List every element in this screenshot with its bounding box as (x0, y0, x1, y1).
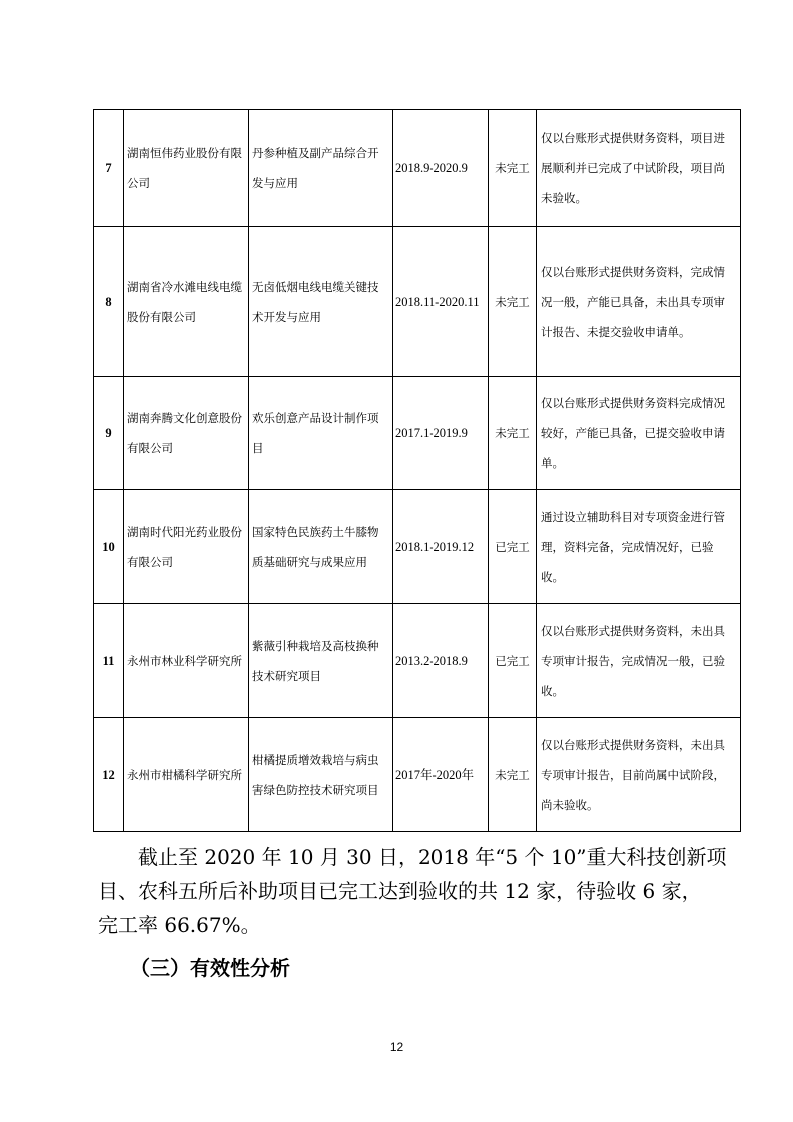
project-period: 2018.1-2019.12 (393, 490, 489, 604)
project-period: 2018.9-2020.9 (393, 110, 489, 227)
unit-name: 永州市林业科学研究所 (124, 604, 249, 718)
table-row (94, 490, 741, 604)
table-row (94, 377, 741, 490)
section-heading: （三）有效性分析 (130, 956, 290, 980)
table-row (94, 227, 741, 377)
table-row (94, 110, 741, 227)
row-number: 10 (94, 490, 124, 604)
completion-status: 已完工 (489, 490, 537, 604)
project-period: 2017.1-2019.9 (393, 377, 489, 490)
remark: 通过设立辅助科目对专项资金进行管理，资料完备，完成情况好，已验收。 (537, 490, 741, 604)
completion-status: 未完工 (489, 110, 537, 227)
project-name: 欢乐创意产品设计制作项目 (249, 377, 393, 490)
paragraph-line: 完工率 66.67%。 (98, 913, 261, 937)
remark: 仅以台账形式提供财务资料，未出具专项审计报告，完成情况一般，已验收。 (537, 604, 741, 718)
project-name: 紫薇引种栽培及高枝换种技术研究项目 (249, 604, 393, 718)
unit-name: 湖南恒伟药业股份有限公司 (124, 110, 249, 227)
page-number: 12 (389, 1040, 404, 1054)
project-name: 国家特色民族药土牛膝物质基础研究与成果应用 (249, 490, 393, 604)
remark: 仅以台账形式提供财务资料，完成情况一般，产能已具备，未出具专项审计报告、未提交验收申请单。 (537, 227, 741, 377)
project-name: 柑橘提质增效栽培与病虫害绿色防控技术研究项目 (249, 718, 393, 832)
row-number: 7 (94, 110, 124, 227)
table-row (94, 718, 741, 832)
project-period: 2017年-2020年 (393, 718, 489, 832)
project-period: 2013.2-2018.9 (393, 604, 489, 718)
project-table (93, 109, 741, 832)
completion-status: 未完工 (489, 377, 537, 490)
summary-paragraph (98, 840, 748, 942)
project-name: 丹参种植及副产品综合开发与应用 (249, 110, 393, 227)
paragraph-line: 目、农科五所后补助项目已完工达到验收的共 12 家，待验收 6 家， (98, 879, 702, 903)
unit-name: 湖南时代阳光药业股份有限公司 (124, 490, 249, 604)
row-number: 12 (94, 718, 124, 832)
completion-status: 未完工 (489, 718, 537, 832)
paragraph-line: 截止至 2020 年 10 月 30 日，2018 年“5 个 10”重大科技创新项 (138, 845, 727, 869)
table-row (94, 604, 741, 718)
unit-name: 湖南省冷水滩电线电缆股份有限公司 (124, 227, 249, 377)
completion-status: 未完工 (489, 227, 537, 377)
row-number: 11 (94, 604, 124, 718)
remark: 仅以台账形式提供财务资料完成情况较好，产能已具备，已提交验收申请单。 (537, 377, 741, 490)
unit-name: 湖南奔腾文化创意股份有限公司 (124, 377, 249, 490)
project-period: 2018.11-2020.11 (393, 227, 489, 377)
completion-status: 已完工 (489, 604, 537, 718)
remark: 仅以台账形式提供财务资料，未出具专项审计报告，目前尚属中试阶段，尚未验收。 (537, 718, 741, 832)
row-number: 9 (94, 377, 124, 490)
remark: 仅以台账形式提供财务资料，项目进展顺利并已完成了中试阶段，项目尚未验收。 (537, 110, 741, 227)
unit-name: 永州市柑橘科学研究所 (124, 718, 249, 832)
project-name: 无卤低烟电线电缆关键技术开发与应用 (249, 227, 393, 377)
row-number: 8 (94, 227, 124, 377)
